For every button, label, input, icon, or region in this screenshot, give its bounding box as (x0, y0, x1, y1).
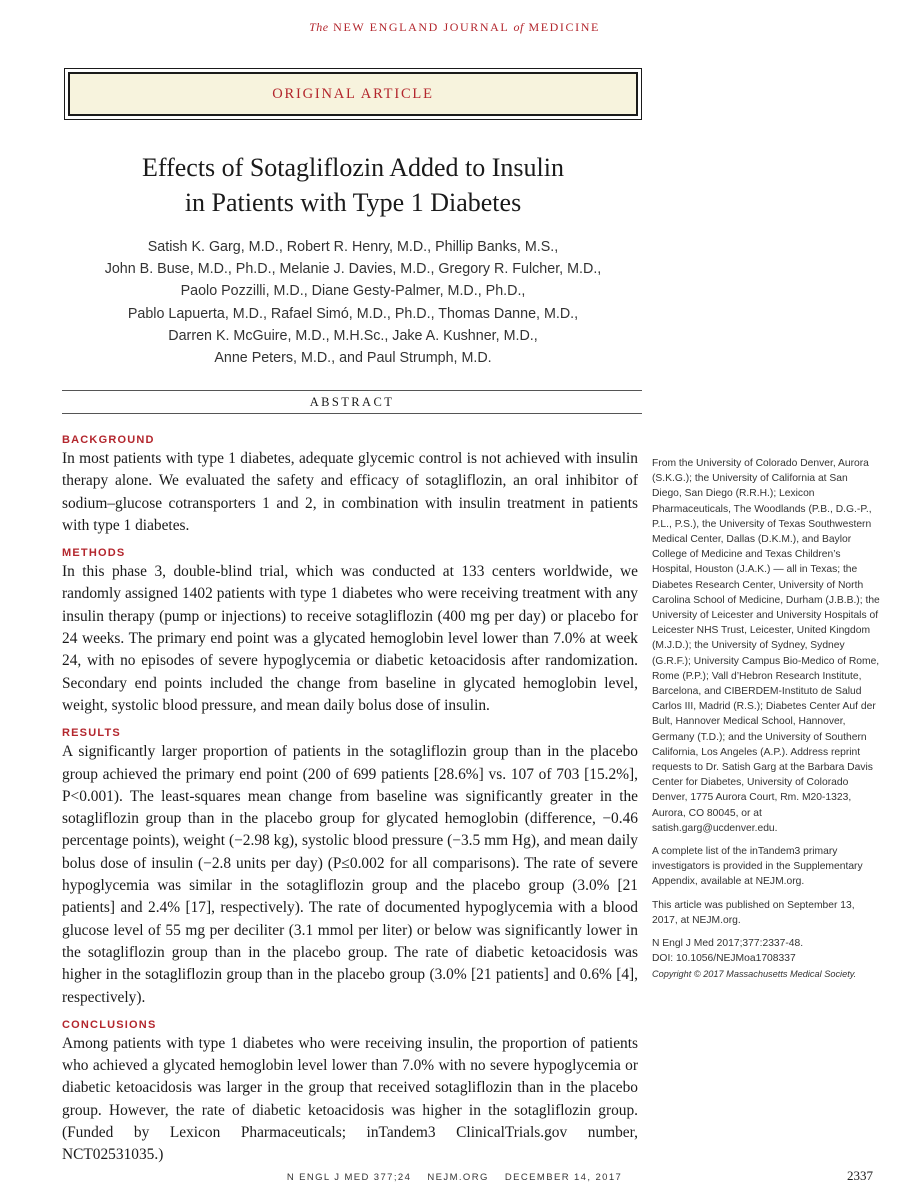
copyright: Copyright © 2017 Massachusetts Medical Society. (652, 968, 857, 979)
title-line: in Patients with Type 1 Diabetes (184, 188, 522, 217)
journal-name-part2: MEDICINE (528, 20, 600, 34)
results-text: A significantly larger proportion of patients in the sotagliflozin group than in the placebo group achieved the primary end point (200 of 699 patients [28.6%] vs. 107 of 703 [15.2%], P<0.001). The least-squares mean change from baseline was significantly greater in the sotagliflozin group than in the placebo group for glycated hemoglobin (difference, −0.46 percentage points), weight (−2.98 kg), systolic blood pressure (−3.5 mm Hg), and mean daily bolus dose of insulin (−2.8 units per day) (P≤0.002 for all comparisons). The rate of severe hypoglycemia was similar in the sotagliflozin group and the placebo group (3.0% [21 patients] and 2.4% [17], respectively). The rate of documented hypoglycemia with a blood glucose level of 55 mg per deciliter (3.1 mmol per liter) or below was significantly lower in the sotagliflozin group than in the placebo group. The rate of diabetic ketoacidosis was higher in the sotagliflozin group than in the placebo group (3.0% [21 patients] and 0.6% [4], respectively). (62, 743, 638, 1006)
background-heading: BACKGROUND (62, 434, 155, 446)
article-type-label: ORIGINAL ARTICLE (272, 85, 434, 102)
author-line: Pablo Lapuerta, M.D., Rafael Simó, M.D., Ph.D., Thomas Danne, M.D., (127, 305, 579, 322)
journal-of: of (513, 20, 524, 34)
author-line: John B. Buse, M.D., Ph.D., Melanie J. Davies, M.D., Gregory R. Fulcher, M.D., (104, 261, 602, 278)
background-text: In most patients with type 1 diabetes, adequate glycemic control is not achieved with insulin therapy alone. We evaluated the safety and efficacy of sotagliflozin, an oral inhibitor of sodium–glucose cotransporters 1 and 2, in combination with insulin treatment in patients with type 1 diabetes. (62, 450, 638, 534)
author-line: Satish K. Garg, M.D., Robert R. Henry, M.D., Phillip Banks, M.S., (147, 239, 559, 255)
citation: N Engl J Med 2017;377:2337-48. (652, 938, 804, 950)
doi: DOI: 10.1056/NEJMoa1708337 (652, 953, 796, 965)
methods-heading: METHODS (62, 547, 126, 560)
conclusions-text: Among patients with type 1 diabetes who were receiving insulin, the proportion of patients who achieved a glycated hemoglobin level lower than 7.0% with no severe hypoglycemia or diabetic ketoacidosis was larger in the group that received sotagliflozin than in the placebo group. However, the rate of diabetic ketoacidosis was higher in the sotagliflozin group. (Funded by Lexicon Pharmaceuticals; inTandem3 ClinicalTrials.gov number, NCT02531035.) (62, 1034, 638, 1164)
author-line: Darren K. McGuire, M.D., M.H.Sc., Jake A. Kushner, M.D., (168, 327, 538, 344)
abstract-body (62, 432, 638, 1175)
journal-name-part1: NEW ENGLAND JOURNAL (333, 20, 509, 34)
title-line: Effects of Sotagliflozin Added to Insulin (142, 153, 564, 182)
results-heading: RESULTS (62, 727, 121, 740)
abstract-label: ABSTRACT (309, 394, 395, 409)
affiliations-note: From the University of Colorado Denver, Aurora (S.K.G.); the University of California at San Diego, San Diego (R.R.H.); Lexicon Pharmaceuticals, The Woodlands (P.B., D.G.-P., P.L., P.S.), the University of Texas Southwestern Medical Center, Dallas (D.K.M.), and Baylor College of Medicine and Texas Children’s Hospital, Houston (J.A.K.) — all in Texas; the Diabetes Research Center, University of North Carolina School of Medicine, Durham (J.B.B.); the University of Leicester and University Hospitals of Leicester NHS Trust, Leicester, United Kingdom (M.J.D.); the University of Sydney, Sydney (G.R.F.); University Campus Bio-Medico of Rome, Rome (P.P.); Vall d’Hebron Research Institute, Barcelona, and CIBERDEM-Instituto de Salud Carlos III, Madrid (R.S.); Diabetes Center Auf der Bult, Hannover Medical School, Hannover, Germany (T.D.); and the University of Southern California, Los Angeles (A.P.). Address reprint requests to Dr. Satish Garg at the Barbara Davis Center for Diabetes, University of Colorado Denver, 1775 Aurora Court, Rm. M20-1323, Aurora, CO 80045, or at satish.garg@ucdenver.edu. (652, 458, 880, 834)
article-type-banner (68, 72, 638, 116)
publication-note: This article was published on September 13, 2017, at NEJM.org. (652, 899, 855, 926)
author-line: Anne Peters, M.D., and Paul Strumph, M.D. (214, 350, 492, 367)
page-footer: N ENGL J MED 377;24 NEJM.ORG DECEMBER 14, 2017 (286, 1172, 623, 1183)
article-title (40, 150, 666, 220)
author-line: Paolo Pozzilli, M.D., Diane Gesty-Palmer, M.D., Ph.D., (180, 283, 526, 300)
conclusions-heading: CONCLUSIONS (62, 1018, 157, 1031)
page-number: 2337 (847, 1168, 873, 1183)
abstract-divider (62, 390, 642, 414)
sidebar-notes (652, 456, 880, 982)
methods-text: In this phase 3, double-blind trial, which was conducted at 133 centers worldwide, we randomly assigned 1402 patients with type 1 diabetes who were receiving treatment with any insulin therapy (pump or injections) to receive sotagliflozin (400 mg per day) or placebo for 24 weeks. The primary end point was a glycated hemoglobin level lower than 7.0% at week 24, with no episodes of severe hypoglycemia or diabetic ketoacidosis after randomization. Secondary end points included the change from baseline in glycated hemoglobin level, weight, systolic blood pressure, and mean daily bolus dose of insulin. (62, 563, 638, 714)
journal-header (0, 20, 909, 35)
author-list (40, 236, 666, 369)
investigators-note: A complete list of the inTandem3 primary investigators is provided in the Supplementary Appendix, available at NEJM.org. (652, 846, 863, 888)
journal-prefix: The (309, 20, 329, 34)
